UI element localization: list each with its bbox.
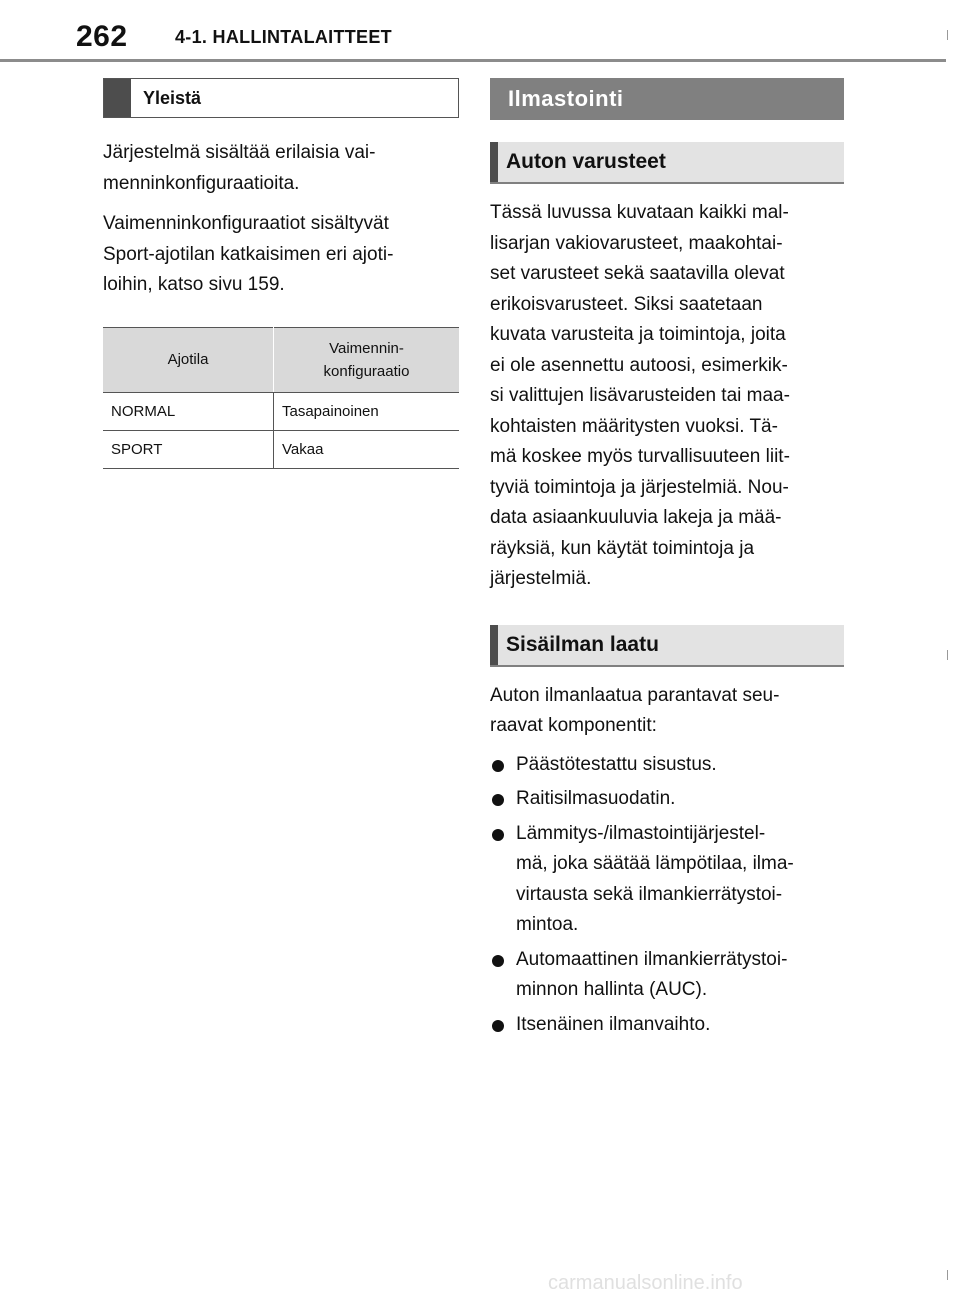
table-header-row bbox=[103, 327, 459, 392]
table-cell: Tasapainoinen bbox=[274, 392, 460, 430]
chapter-title: 4-1. HALLINTALAITTEET bbox=[175, 27, 392, 47]
page-header bbox=[0, 0, 960, 62]
heading-text: Sisäilman laatu bbox=[506, 632, 659, 656]
table-cell: SPORT bbox=[103, 430, 274, 468]
bullet-icon bbox=[492, 829, 504, 841]
paragraph: Tässä luvussa kuvataan kaikki mal- lisarjan vakiovarusteet, maakohtai- set varusteet sekä saatavilla olevat erikoisvarusteet. Siksi saatetaan kuvata varusteita ja toimintoja, joita ei ole asennettu autoosi, esimerkik- si valittujen lisävarusteiden tai maa- kohtaisten määritysten vuoksi. Tä- mä koskee myös turvallisuuteen liit- tyviä toimintoja ja järjestelmiä. Nou- data asiaankuuluvia lakeja ja mää- räyksiä, kun käytät toimintoja ja järjestelmiä. bbox=[490, 202, 790, 589]
list-item bbox=[490, 945, 844, 1006]
section-heading-auton-varusteet bbox=[490, 142, 844, 184]
paragraph: Järjestelmä sisältää erilaisia vai- menninkonfiguraatioita. bbox=[103, 142, 376, 194]
list-item bbox=[490, 1010, 844, 1041]
column-header: Ajotila bbox=[103, 327, 274, 392]
heading-text: Auton varusteet bbox=[506, 150, 666, 173]
paragraph: Auton ilmanlaatua parantavat seu- raavat komponentit: bbox=[490, 684, 780, 736]
left-column bbox=[103, 78, 459, 469]
list-item-text: Automaattinen ilmankierrätystoi- minnon hallinta (AUC). bbox=[516, 948, 788, 1000]
heading-marker bbox=[104, 79, 131, 117]
damper-config-table bbox=[103, 327, 459, 469]
table-row bbox=[103, 392, 459, 430]
table-row bbox=[103, 430, 459, 468]
list-item bbox=[490, 750, 844, 781]
crop-mark bbox=[947, 650, 948, 660]
table-cell: NORMAL bbox=[103, 392, 274, 430]
right-column bbox=[490, 78, 844, 1044]
heading-marker bbox=[490, 142, 498, 182]
heading-marker bbox=[490, 625, 498, 665]
bullet-icon bbox=[492, 955, 504, 967]
list-item bbox=[490, 784, 844, 815]
section-heading-yleista bbox=[103, 78, 459, 118]
crop-mark bbox=[947, 1270, 948, 1280]
bullet-list bbox=[490, 750, 844, 1041]
column-header: Vaimennin- konfiguraatio bbox=[274, 327, 460, 392]
heading-text: Yleistä bbox=[143, 87, 202, 108]
watermark: carmanualsonline.info bbox=[548, 1272, 743, 1294]
list-item-text: Itsenäinen ilmanvaihto. bbox=[516, 1013, 711, 1035]
bullet-icon bbox=[492, 1020, 504, 1032]
section-heading-sisailman-laatu bbox=[490, 625, 844, 667]
crop-mark bbox=[947, 30, 948, 40]
main-heading: Ilmastointi bbox=[490, 78, 844, 120]
list-item bbox=[490, 819, 844, 941]
paragraph: Vaimenninkonfiguraatiot sisältyvät Sport-ajotilan katkaisimen eri ajoti- loihin, katso sivu 159. bbox=[103, 213, 394, 295]
list-item-text: Raitisilmasuodatin. bbox=[516, 788, 676, 809]
header-divider bbox=[0, 59, 946, 62]
list-item-text: Lämmitys-/ilmastointijärjestel- mä, joka säätää lämpötilaa, ilma- virtausta sekä ilmankierrätystoi- mintoa. bbox=[516, 822, 794, 935]
bullet-icon bbox=[492, 794, 504, 806]
page-number: 262 bbox=[76, 20, 128, 53]
table-cell: Vakaa bbox=[274, 430, 460, 468]
list-item-text: Päästötestattu sisustus. bbox=[516, 753, 717, 775]
bullet-icon bbox=[492, 760, 504, 772]
